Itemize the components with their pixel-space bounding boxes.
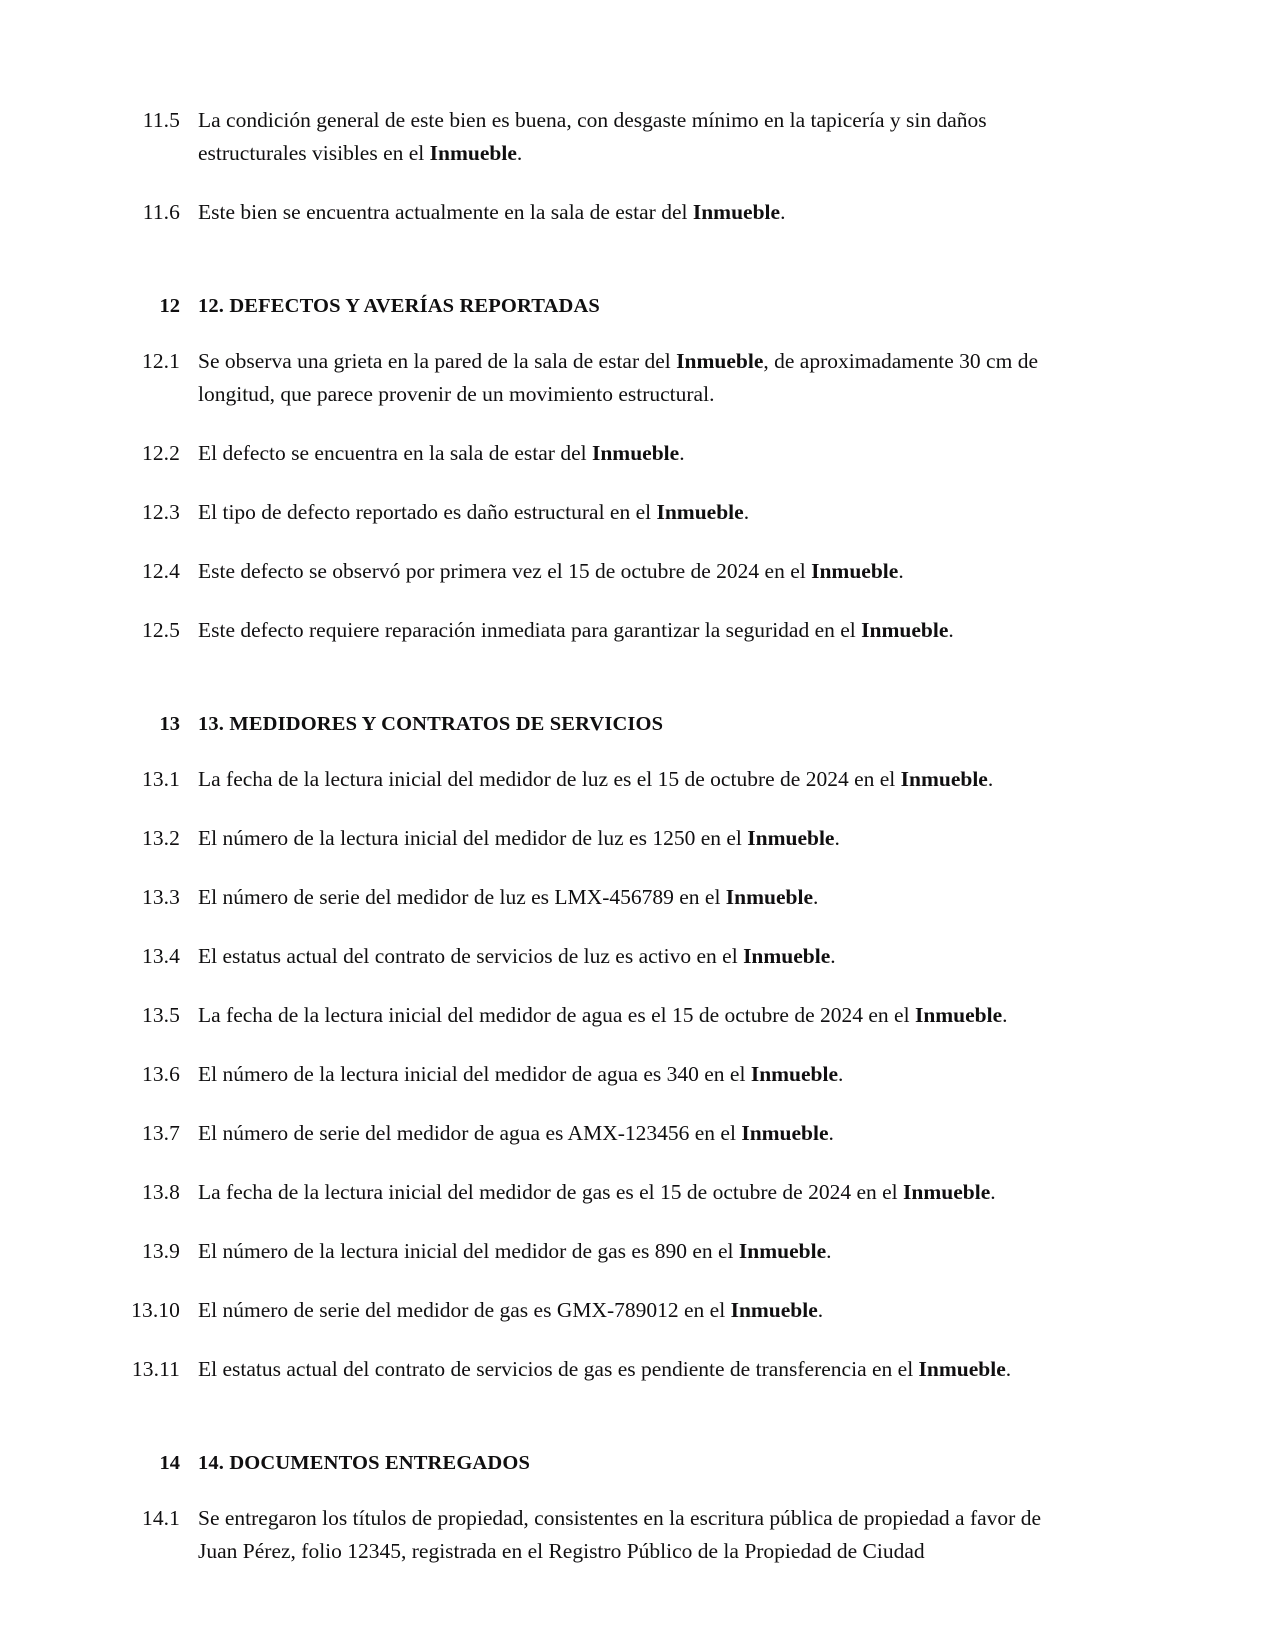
clause-number: 12.1 bbox=[141, 349, 180, 373]
section-heading-text: 13. MEDIDORES Y CONTRATOS DE SERVICIOS bbox=[198, 713, 664, 735]
clause-number: 13.6 bbox=[141, 1062, 180, 1086]
clause-text-run: . bbox=[990, 1180, 996, 1204]
clause-text-run: Este defecto se observó por primera vez el 15 de octubre de 2024 en el bbox=[198, 559, 812, 583]
clause-text-run: . bbox=[826, 1239, 832, 1263]
section-heading bbox=[130, 1448, 1045, 1478]
clause-row bbox=[130, 940, 1045, 973]
clause-text-run: . bbox=[780, 200, 786, 224]
clause-text bbox=[198, 1294, 1045, 1327]
clause-text bbox=[198, 345, 1045, 411]
clause-text-run: El número de serie del medidor de gas es GMX-789012 en el bbox=[198, 1298, 731, 1322]
clause-number: 13.9 bbox=[141, 1239, 180, 1263]
clause-text-run: Este bien se encuentra actualmente en la sala de estar del bbox=[198, 200, 693, 224]
clause-text-run: . bbox=[987, 767, 994, 791]
clause-row bbox=[130, 437, 1045, 470]
section-heading bbox=[130, 709, 1045, 739]
clause-row bbox=[130, 1058, 1045, 1091]
clause-text-run: , de aproximadamente 30 cm de longitud, que parece provenir de un movimiento estructural. bbox=[198, 349, 1038, 406]
clause-text bbox=[198, 822, 1045, 855]
clause-number: 12.5 bbox=[141, 618, 180, 642]
clause-number: 13.8 bbox=[141, 1180, 180, 1204]
clause-text bbox=[198, 196, 1045, 229]
clause-text-run: El número de serie del medidor de luz es LMX-456789 en el bbox=[198, 885, 726, 909]
clause-number: 13.2 bbox=[141, 826, 180, 850]
clause-text-run: El número de serie del medidor de agua es AMX-123456 en el bbox=[198, 1121, 742, 1145]
clause-text-run: El defecto se encuentra en la sala de estar del bbox=[198, 441, 592, 465]
clause-text-run: . bbox=[813, 885, 819, 909]
clause-number: 12.3 bbox=[141, 500, 180, 524]
clause-text-run: . bbox=[743, 500, 750, 524]
clause-text bbox=[198, 614, 1045, 647]
emphasis-term: Inmueble bbox=[750, 1062, 839, 1086]
section-heading bbox=[130, 291, 1045, 321]
clause-text-run: El estatus actual del contrato de servicios de luz es activo en el bbox=[198, 944, 744, 968]
clause-row bbox=[130, 1235, 1045, 1268]
clause-row bbox=[130, 999, 1045, 1032]
clause-row bbox=[130, 881, 1045, 914]
clause-text bbox=[198, 1235, 1045, 1268]
clause-text-run: El estatus actual del contrato de servicios de gas es pendiente de transferencia en el bbox=[198, 1357, 919, 1381]
emphasis-term: Inmueble bbox=[692, 200, 781, 224]
clause-text bbox=[198, 999, 1045, 1032]
clause-text bbox=[198, 881, 1045, 914]
clause-text-run: . bbox=[898, 559, 904, 583]
clause-text-run: . bbox=[516, 141, 523, 165]
emphasis-term: Inmueble bbox=[747, 826, 835, 850]
clause-text-run: El tipo de defecto reportado es daño estructural en el bbox=[198, 500, 657, 524]
clause-text-run: El número de la lectura inicial del medidor de luz es 1250 en el bbox=[198, 826, 748, 850]
clause-text bbox=[198, 555, 1045, 588]
clause-number: 13.1 bbox=[141, 767, 180, 791]
clause-text-run: . bbox=[830, 944, 836, 968]
clause-text-run: El número de la lectura inicial del medidor de agua es 340 en el bbox=[198, 1062, 751, 1086]
clause-text bbox=[198, 104, 1045, 170]
clause-text-run: . bbox=[1005, 1357, 1012, 1381]
emphasis-term: Inmueble bbox=[429, 141, 517, 165]
document-body bbox=[130, 104, 1045, 1568]
clause-text-run: Este defecto requiere reparación inmediata para garantizar la seguridad en el bbox=[198, 618, 862, 642]
clause-text bbox=[198, 437, 1045, 470]
clause-text bbox=[198, 1058, 1045, 1091]
clause-number: 13.3 bbox=[141, 885, 180, 909]
clause-row bbox=[130, 614, 1045, 647]
emphasis-term: Inmueble bbox=[900, 767, 988, 791]
section-heading-text: 14. DOCUMENTOS ENTREGADOS bbox=[198, 1452, 530, 1474]
clause-row bbox=[130, 1294, 1045, 1327]
emphasis-term: Inmueble bbox=[914, 1003, 1003, 1027]
section-heading-number: 12 bbox=[159, 295, 180, 317]
clause-text-run: . bbox=[1002, 1003, 1008, 1027]
emphasis-term: Inmueble bbox=[861, 618, 949, 642]
clause-text-run: La condición general de este bien es buena, con desgaste mínimo en la tapicería y sin daños estructurales visibles en el bbox=[198, 108, 987, 165]
clause-text bbox=[198, 1176, 1045, 1209]
clause-number: 12.2 bbox=[141, 441, 180, 465]
section-heading-text: 12. DEFECTOS Y AVERÍAS REPORTADAS bbox=[198, 295, 600, 317]
clause-number: 11.6 bbox=[142, 200, 180, 224]
clause-number: 14.1 bbox=[141, 1506, 180, 1530]
clause-row bbox=[130, 555, 1045, 588]
section-heading-number: 14 bbox=[159, 1452, 180, 1474]
emphasis-term: Inmueble bbox=[743, 944, 831, 968]
clause-text-run: . bbox=[838, 1062, 844, 1086]
clause-row bbox=[130, 496, 1045, 529]
clause-row bbox=[130, 104, 1045, 170]
clause-text bbox=[198, 1353, 1045, 1386]
clause-text-run: . bbox=[834, 826, 840, 850]
clause-row bbox=[130, 822, 1045, 855]
clause-text-run: Se entregaron los títulos de propiedad, consistentes en la escritura pública de propiedad a favor de Juan Pérez, folio 12345, registrada en el Registro Público de la Propiedad de Ciudad bbox=[198, 1506, 1041, 1563]
clause-text-run: Se observa una grieta en la pared de la sala de estar del bbox=[198, 349, 677, 373]
clause-row bbox=[130, 1353, 1045, 1386]
emphasis-term: Inmueble bbox=[725, 885, 814, 909]
clause-row bbox=[130, 1117, 1045, 1150]
emphasis-term: Inmueble bbox=[903, 1180, 991, 1204]
clause-number: 13.10 bbox=[131, 1298, 180, 1322]
clause-text-run: . bbox=[828, 1121, 834, 1145]
clause-row bbox=[130, 763, 1045, 796]
emphasis-term: Inmueble bbox=[811, 559, 899, 583]
clause-row bbox=[130, 196, 1045, 229]
emphasis-term: Inmueble bbox=[730, 1298, 818, 1322]
clause-text bbox=[198, 763, 1045, 796]
clause-text bbox=[198, 1502, 1045, 1568]
clause-number: 13.7 bbox=[141, 1121, 180, 1145]
emphasis-term: Inmueble bbox=[676, 349, 764, 373]
clause-row bbox=[130, 1502, 1045, 1568]
emphasis-term: Inmueble bbox=[591, 441, 680, 465]
clause-row bbox=[130, 345, 1045, 411]
clause-text bbox=[198, 1117, 1045, 1150]
clause-text-run: . bbox=[817, 1298, 824, 1322]
emphasis-term: Inmueble bbox=[656, 500, 744, 524]
clause-text-run: La fecha de la lectura inicial del medidor de luz es el 15 de octubre de 2024 en el bbox=[198, 767, 901, 791]
section-heading-number: 13 bbox=[159, 713, 180, 735]
clause-text-run: La fecha de la lectura inicial del medidor de gas es el 15 de octubre de 2024 en el bbox=[198, 1180, 904, 1204]
clause-text bbox=[198, 496, 1045, 529]
clause-number: 13.5 bbox=[141, 1003, 180, 1027]
clause-text-run: . bbox=[948, 618, 954, 642]
emphasis-term: Inmueble bbox=[918, 1357, 1006, 1381]
emphasis-term: Inmueble bbox=[741, 1121, 829, 1145]
clause-number: 13.4 bbox=[141, 944, 180, 968]
clause-text bbox=[198, 940, 1045, 973]
clause-text-run: . bbox=[679, 441, 685, 465]
clause-text-run: El número de la lectura inicial del medidor de gas es 890 en el bbox=[198, 1239, 739, 1263]
emphasis-term: Inmueble bbox=[738, 1239, 827, 1263]
clause-number: 13.11 bbox=[131, 1357, 180, 1381]
clause-text-run: La fecha de la lectura inicial del medidor de agua es el 15 de octubre de 2024 en el bbox=[198, 1003, 915, 1027]
clause-number: 12.4 bbox=[141, 559, 180, 583]
clause-row bbox=[130, 1176, 1045, 1209]
clause-number: 11.5 bbox=[142, 108, 180, 132]
